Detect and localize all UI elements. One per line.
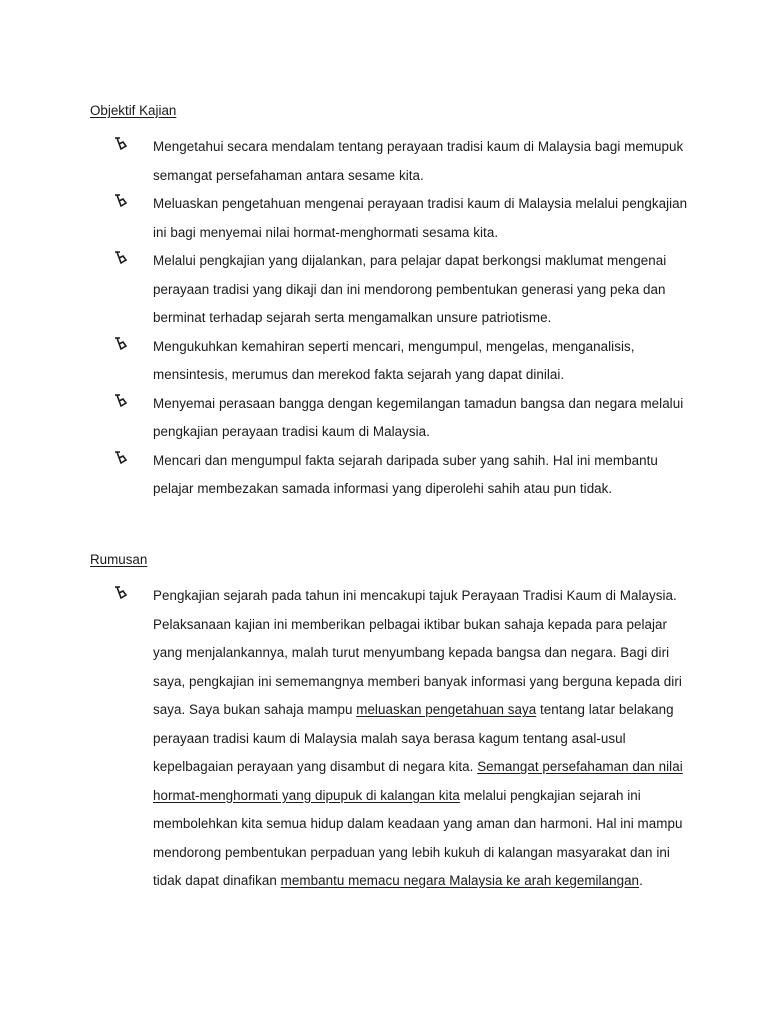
rumusan-text: melalui pengkajian sejarah ini membolehkan kita semua hidup dalam keadaan yang aman dan harmoni. Hal ini mampu mendorong pembentukan perpaduan yang lebih kukuh di kalangan masyarakat dan ini tidak dapat dinafikan [153, 787, 683, 888]
list-item [0, 390, 768, 447]
bullet-icon [111, 583, 131, 603]
list-item [0, 333, 768, 390]
list-item [0, 582, 768, 896]
bullet-icon [111, 334, 131, 354]
rumusan-text: Pengkajian sejarah pada tahun ini mencakupi tajuk Perayaan Tradisi Kaum di Malaysia. Pelaksanaan kajian ini memberikan pelbagai iktibar bukan sahaja kepada para pelajar yang menjalankannya, malah turut menyumbang kepada bangsa dan negara. Bagi diri saya, pengkajian ini sememangnya memberi banyak informasi yang berguna kepada diri saya. Saya bukan sahaja mampu [153, 588, 682, 717]
bullet-icon [111, 391, 131, 411]
bullet-icon [111, 191, 131, 211]
list-item [0, 133, 768, 190]
underlined-phrase: membantu memacu negara Malaysia ke arah kegemilangan [280, 873, 640, 888]
list-item [0, 190, 768, 247]
rumusan-text: . [639, 873, 643, 888]
objektif-heading: Objektif Kajian [90, 103, 177, 118]
objektif-item-text: Mengetahui secara mendalam tentang perayaan tradisi kaum di Malaysia bagi memupuk semangat persefahaman antara sesame kita. [153, 139, 684, 183]
underlined-phrase: meluaskan pengetahuan saya [356, 702, 537, 717]
rumusan-list [0, 582, 768, 896]
objektif-item-text: Menyemai perasaan bangga dengan kegemilangan tamadun bangsa dan negara melalui pengkajian perayaan tradisi kaum di Malaysia. [153, 395, 684, 439]
objektif-item-text: Mengukuhkan kemahiran seperti mencari, mengumpul, mengelas, menganalisis, mensintesis, merumus dan merekod fakta sejarah yang dapat dinilai. [153, 338, 635, 382]
bullet-icon [111, 248, 131, 268]
list-item [0, 247, 768, 333]
objektif-list [0, 133, 768, 504]
rumusan-text: tentang latar belakang perayaan tradisi kaum di Malaysia malah saya berasa kagum tentang asal-usul kepelbagaian perayaan yang disambut di negara kita. [153, 702, 674, 774]
bullet-icon [111, 448, 131, 468]
rumusan-paragraph [153, 582, 693, 896]
objektif-item-text: Mencari dan mengumpul fakta sejarah daripada suber yang sahih. Hal ini membantu pelajar membezakan samada informasi yang diperolehi sahih atau pun tidak. [153, 452, 658, 496]
bullet-icon [111, 134, 131, 154]
underlined-phrase: Semangat persefahaman dan nilai hormat-menghormati yang dipupuk di kalangan kita [153, 759, 683, 803]
rumusan-heading: Rumusan [90, 552, 148, 567]
objektif-item-text: Melalui pengkajian yang dijalankan, para pelajar dapat berkongsi maklumat mengenai perayaan tradisi yang dikaji dan ini mendorong pembentukan generasi yang peka dan berminat terhadap sejarah serta mengamalkan unsure patriotisme. [153, 253, 667, 325]
list-item [0, 447, 768, 504]
objektif-item-text: Meluaskan pengetahuan mengenai perayaan tradisi kaum di Malaysia melalui pengkajian ini bagi menyemai nilai hormat-menghormati sesama kita. [153, 196, 688, 240]
